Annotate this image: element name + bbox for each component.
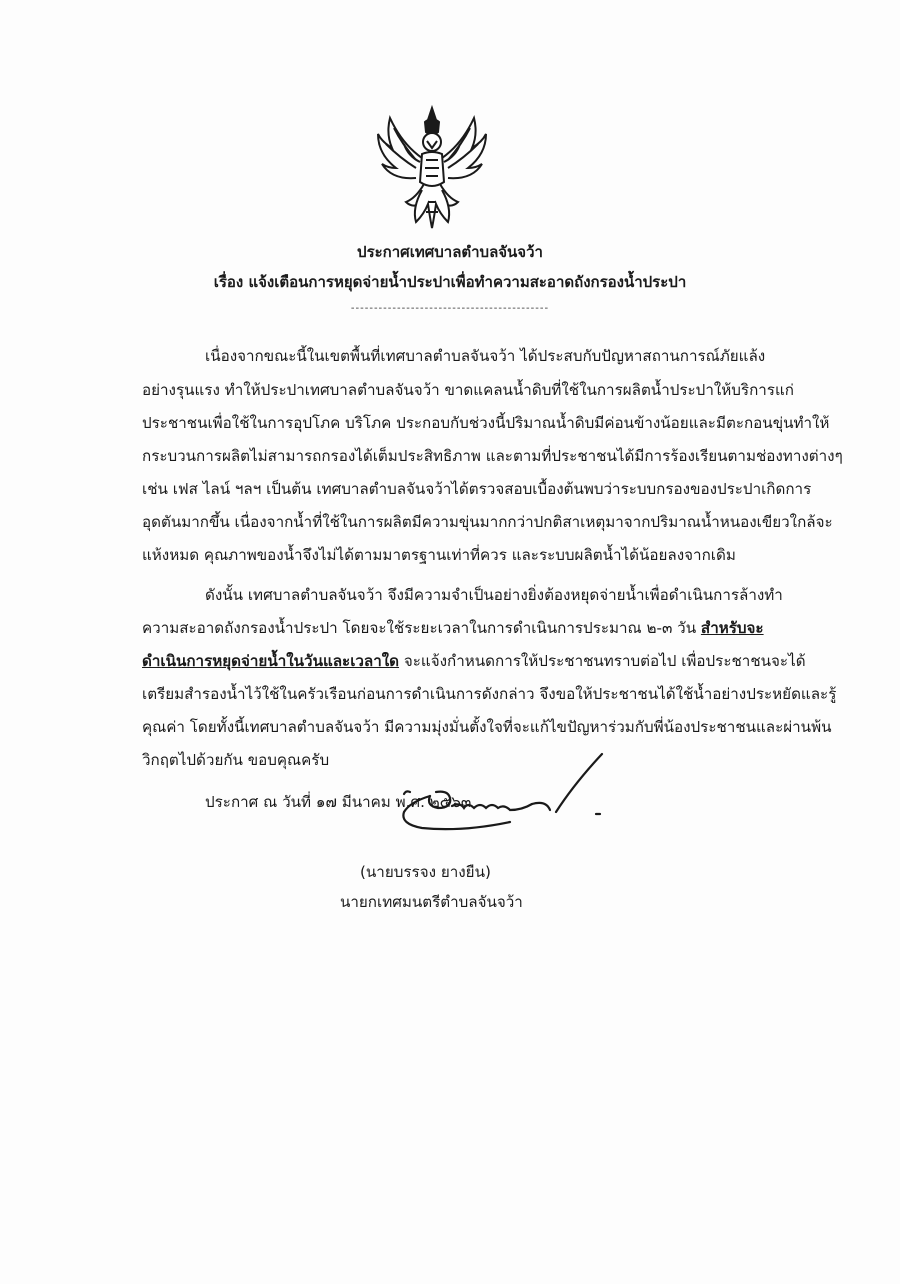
announcement-title: ประกาศเทศบาลตำบลจันจว้า: [357, 243, 543, 261]
paragraph1-line: อุดตันมากขึ้น เนื่องจากน้ำที่ใช้ในการผลิตมีความขุ่นมากกว่าปกติสาเหตุมาจากปริมาณน้ำหนองเขียวใกล้จะ: [142, 513, 833, 531]
signer-position: นายกเทศมนตรีตำบลจันจว้า: [340, 893, 523, 911]
paragraph2-emphasis: สำหรับจะ: [700, 619, 764, 637]
paragraph2-line: ดังนั้น เทศบาลตำบลจันจว้า จึงมีความจำเป็นอย่างยิ่งต้องหยุดจ่ายน้ำเพื่อดำเนินการล้างทำ: [205, 586, 783, 604]
paragraph1-line: เนื่องจากขณะนี้ในเขตพื้นที่เทศบาลตำบลจันจว้า ได้ประสบกับปัญหาสถานการณ์ภัยแล้ง: [205, 347, 766, 365]
paragraph1-line: แห้งหมด คุณภาพของน้ำจึงไม่ได้ตามมาตรฐานเท่าที่ควร และระบบผลิตน้ำได้น้อยลงจากเดิม: [142, 546, 736, 564]
paragraph1-line: กระบวนการผลิตไม่สามารถกรองได้เต็มประสิทธิภาพ และตามที่ประชาชนได้มีการร้องเรียนตามช่องทางต่างๆ: [142, 447, 843, 465]
paragraph2-text: จะแจ้งกำหนดการให้ประชาชนทราบต่อไป เพื่อประชาชนจะได้: [399, 652, 806, 670]
paragraph2-line: [142, 618, 764, 638]
announce-date: ประกาศ ณ วันที่ ๑๗ มีนาคม พ.ศ. ๒๕๖๓: [205, 793, 472, 811]
title-separator: -------------------------------------------: [350, 303, 550, 314]
paragraph2-line: [142, 651, 806, 671]
paragraph1-line: ประชาชนเพื่อใช้ในการอุปโภค บริโภค ประกอบกับช่วงนี้ปริมาณน้ำดิบมีค่อนข้างน้อยและมีตะกอนขุ่นทำให้: [142, 414, 830, 432]
paragraph1-line: อย่างรุนแรง ทำให้ประปาเทศบาลตำบลจันจว้า ขาดแคลนน้ำดิบที่ใช้ในการผลิตน้ำประปาให้บริการแก่: [142, 381, 794, 399]
paragraph2-line: วิกฤตไปด้วยกัน ขอบคุณครับ: [142, 751, 330, 769]
handwritten-signature: [390, 748, 620, 848]
paragraph2-line: คุณค่า โดยทั้งนี้เทศบาลตำบลจันจว้า มีความมุ่งมั่นตั้งใจที่จะแก้ไขปัญหาร่วมกับพี่น้องประชาชนและผ่านพ้น: [142, 718, 832, 736]
garuda-emblem-icon: [372, 104, 492, 232]
announcement-subject: เรื่อง แจ้งเตือนการหยุดจ่ายน้ำประปาเพื่อทำความสะอาดถังกรองน้ำประปา: [213, 273, 687, 291]
paragraph2-line: เตรียมสำรองน้ำไว้ใช้ในครัวเรือนก่อนการดำเนินการดังกล่าว จึงขอให้ประชาชนได้ใช้น้ำอย่างประหยัดและรู้: [142, 685, 837, 703]
signer-name: (นายบรรจง ยางยืน): [360, 863, 491, 881]
paragraph1-line: เช่น เฟส ไลน์ ฯลฯ เป็นต้น เทศบาลตำบลจันจว้าได้ตรวจสอบเบื้องต้นพบว่าระบบกรองของประปาเกิดการ: [142, 480, 812, 498]
paragraph2-emphasis: ดำเนินการหยุดจ่ายน้ำในวันและเวลาใด: [142, 652, 400, 670]
paragraph2-text: ความสะอาดถังกรองน้ำประปา โดยจะใช้ระยะเวลาในการดำเนินการประมาณ ๒-๓ วัน: [142, 619, 701, 637]
